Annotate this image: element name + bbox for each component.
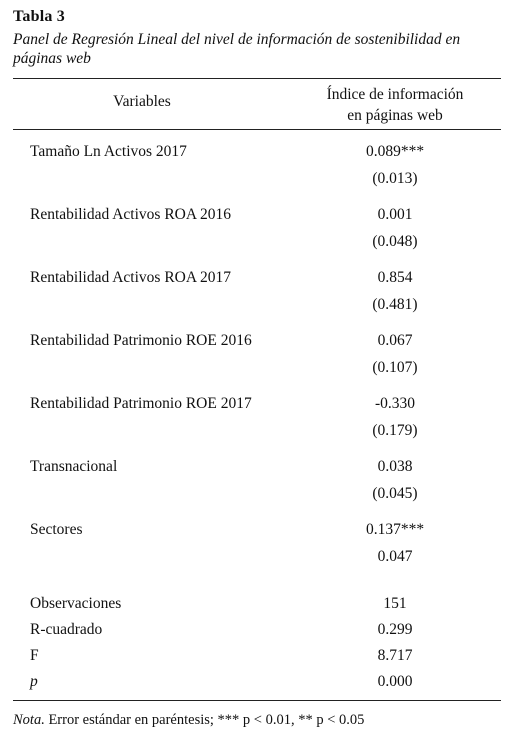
row-variable: Tamaño Ln Activos 2017 (30, 143, 187, 160)
row-std-error: (0.179) (372, 422, 418, 439)
header-index-line1: Índice de información (326, 86, 464, 103)
row-coefficient: 0.137*** (365, 521, 425, 538)
row-coefficient: 0.067 (377, 332, 413, 349)
stat-label: R-cuadrado (30, 621, 103, 638)
top-rule (13, 78, 501, 79)
row-variable: Rentabilidad Activos ROA 2016 (30, 206, 232, 223)
row-std-error: (0.045) (372, 485, 418, 502)
row-variable: Sectores (30, 521, 83, 538)
row-std-error: (0.048) (372, 233, 418, 250)
stat-label: Observaciones (30, 595, 122, 612)
row-coefficient: 0.854 (377, 269, 413, 286)
header-index (300, 84, 490, 126)
row-variable: Rentabilidad Patrimonio ROE 2016 (30, 332, 252, 349)
header-index-line2: en páginas web (347, 107, 443, 124)
row-coefficient: 0.038 (377, 458, 413, 475)
stat-label: p (30, 673, 38, 690)
row-std-error: (0.481) (372, 296, 418, 313)
row-variable: Transnacional (30, 458, 118, 475)
row-coefficient: 0.001 (377, 206, 413, 223)
row-coefficient: -0.330 (374, 395, 416, 412)
stat-value: 8.717 (377, 647, 413, 664)
bottom-rule (13, 700, 501, 701)
table-note (13, 712, 364, 729)
stat-value: 0.299 (377, 621, 413, 638)
stat-value: 0.000 (377, 673, 413, 690)
row-std-error: (0.107) (372, 359, 418, 376)
row-std-error: 0.047 (377, 548, 413, 565)
row-variable: Rentabilidad Activos ROA 2017 (30, 269, 232, 286)
row-std-error: (0.013) (372, 170, 418, 187)
table-caption: Panel de Regresión Lineal del nivel de información de sostenibilidad en páginas web (13, 31, 461, 67)
row-variable: Rentabilidad Patrimonio ROE 2017 (30, 395, 252, 412)
header-rule (13, 129, 501, 130)
stat-label: F (30, 647, 39, 664)
table-label: Tabla 3 (13, 8, 65, 25)
stat-value: 151 (383, 595, 407, 612)
note-text: Error estándar en paréntesis; *** p < 0.01, ** p < 0.05 (44, 712, 365, 728)
row-coefficient: 0.089*** (365, 143, 425, 160)
header-variables: Variables (113, 93, 171, 110)
note-prefix: Nota. (13, 712, 45, 728)
